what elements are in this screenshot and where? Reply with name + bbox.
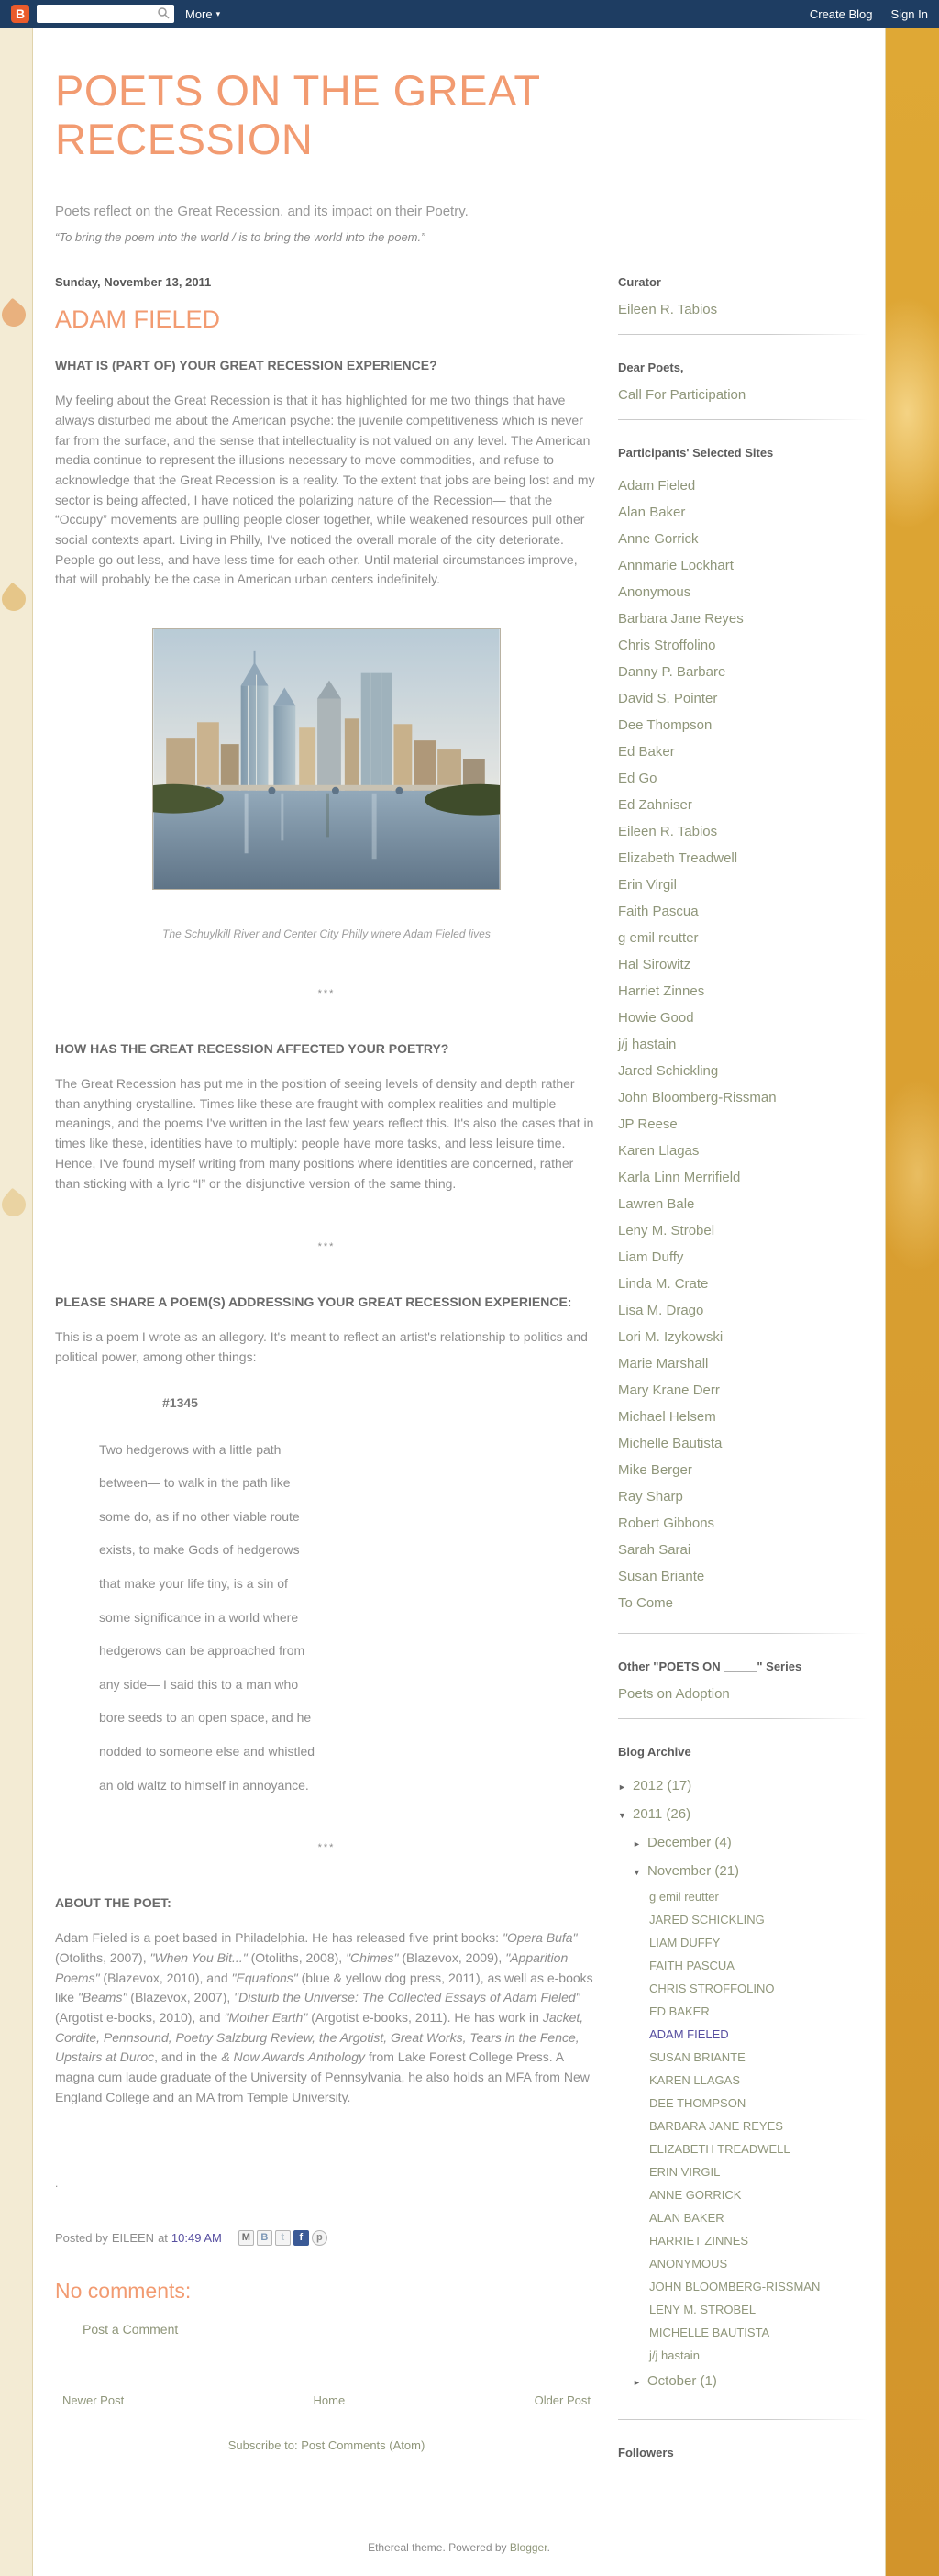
archive-post-item xyxy=(649,2298,867,2321)
archive-post-item xyxy=(649,2046,867,2069)
poem-line: between— to walk in the path like xyxy=(99,1475,291,1491)
archive-post-link[interactable]: DEE THOMPSON xyxy=(649,2096,746,2111)
participant-link[interactable]: Anne Gorrick xyxy=(618,531,699,548)
sidebar xyxy=(618,272,867,2489)
archive-post-link[interactable]: ELIZABETH TREADWELL xyxy=(649,2142,790,2157)
participant-link[interactable]: Jared Schickling xyxy=(618,1063,719,1080)
question-2-answer: The Great Recession has put me in the position of seeing levels of density and depth rather than anything crystalline. Times like these are fraught with complex realities and multiple meanings, and the poems I've written in the last few years reflect this. It's also the cases that in times like these, identities have to multiply: people have more tasks, and less leisure time. Hence, I've found myself writing from many positions where identities are concerned, rather than sticking with a lyric “I” or the disjunctive version of the same thing. xyxy=(55,1076,594,1191)
poem-line: exists, to make Gods of hedgerows xyxy=(99,1542,300,1558)
at-label: at xyxy=(158,2231,168,2246)
blogger-footer-link[interactable]: Blogger xyxy=(509,2541,547,2554)
archive-post-link[interactable]: KAREN LLAGAS xyxy=(649,2073,740,2088)
archive-post-link[interactable]: ANONYMOUS xyxy=(649,2257,728,2271)
poets-on-adoption-link[interactable]: Poets on Adoption xyxy=(618,1686,730,1703)
participant-link[interactable]: David S. Pointer xyxy=(618,691,718,707)
more-label: More xyxy=(185,6,213,21)
stray-mark: . xyxy=(55,2177,59,2191)
archive-post-item xyxy=(649,2206,867,2229)
navbar-search xyxy=(37,5,174,23)
post-a-comment-link[interactable]: Post a Comment xyxy=(83,2322,179,2337)
right-background-strip xyxy=(886,28,939,2576)
participant-link[interactable]: Barbara Jane Reyes xyxy=(618,611,744,627)
participant-link[interactable]: Howie Good xyxy=(618,1010,694,1027)
home-link[interactable]: Home xyxy=(313,2393,346,2408)
columns xyxy=(33,272,885,2489)
post-pager xyxy=(55,2393,598,2407)
blog-header xyxy=(33,28,885,244)
timestamp-link[interactable]: 10:49 AM xyxy=(171,2231,222,2246)
blogger-navbar xyxy=(0,0,939,28)
participant-link[interactable]: Karen Llagas xyxy=(618,1143,700,1160)
subscribe-link[interactable]: Subscribe to: Post Comments (Atom) xyxy=(227,2438,425,2453)
archive-year-link[interactable]: 2011 (26) xyxy=(633,1806,691,1823)
author-link[interactable]: EILEEN xyxy=(111,2231,155,2246)
expand-arrow-icon[interactable]: ► xyxy=(618,1782,626,1793)
content-area xyxy=(32,28,886,2576)
archive-post-item xyxy=(649,2344,867,2367)
search-input[interactable] xyxy=(40,6,156,21)
archive-post-link[interactable]: LENY M. STROBEL xyxy=(649,2303,757,2317)
curator-heading: Curator xyxy=(618,275,661,290)
archive-month-november xyxy=(618,1857,867,1885)
question-2-heading: HOW HAS THE GREAT RECESSION AFFECTED YOUR POETRY? xyxy=(55,1041,449,1057)
participant-link[interactable]: g emil reutter xyxy=(618,930,699,947)
pinterest-icon[interactable]: p xyxy=(312,2230,327,2246)
facebook-icon[interactable]: f xyxy=(293,2230,309,2246)
archive-post-link[interactable]: ADAM FIELED xyxy=(649,2027,729,2042)
participant-link[interactable]: Dee Thompson xyxy=(618,717,713,734)
archive-november-posts xyxy=(618,1885,867,2367)
archive-month-link[interactable]: November (21) xyxy=(647,1863,740,1880)
create-blog-link[interactable]: Create Blog xyxy=(809,6,873,21)
archive-post-link[interactable]: ED BAKER xyxy=(649,2004,710,2019)
participant-link[interactable]: Ed Zahniser xyxy=(618,797,692,814)
participant-link[interactable]: Lawren Bale xyxy=(618,1196,695,1213)
blogger-logo-icon[interactable]: B xyxy=(11,5,29,23)
participant-link[interactable]: Lisa M. Drago xyxy=(618,1303,704,1319)
archive-post-link[interactable]: j/j hastain xyxy=(649,2348,700,2363)
archive-post-link[interactable]: HARRIET ZINNES xyxy=(649,2234,749,2248)
archive-post-item xyxy=(649,2000,867,2023)
poem-line: nodded to someone else and whistled xyxy=(99,1743,315,1759)
archive-year-2011 xyxy=(618,1800,867,1828)
post-image-wrap xyxy=(55,628,598,894)
expand-arrow-icon[interactable]: ► xyxy=(633,2378,641,2388)
background-leaf-decoration xyxy=(0,583,30,616)
archive-post-item xyxy=(649,2229,867,2252)
poem xyxy=(55,1441,598,1795)
participant-link[interactable]: Ed Baker xyxy=(618,744,675,761)
archive-post-link[interactable]: BARBARA JANE REYES xyxy=(649,2119,783,2134)
participant-link[interactable]: Leny M. Strobel xyxy=(618,1223,715,1239)
archive-post-link[interactable]: ANNE GORRICK xyxy=(649,2188,742,2203)
image-caption: The Schuylkill River and Center City Philly where Adam Fieled lives xyxy=(162,927,491,941)
participant-link[interactable]: Adam Fieled xyxy=(618,478,696,494)
page-footer xyxy=(33,2541,885,2554)
archive-month-october xyxy=(618,2367,867,2395)
poem-intro: This is a poem I wrote as an allegory. It's meant to reflect an artist's relationship to politics and political power, among other things: xyxy=(55,1329,588,1364)
sidebar-divider xyxy=(618,1633,867,1634)
participant-link[interactable]: Sarah Sarai xyxy=(618,1542,691,1559)
archive-post-item xyxy=(649,2252,867,2275)
blog-title[interactable]: POETS ON THE GREAT RECESSION xyxy=(55,66,540,164)
poem-line: any side— I said this to a man who xyxy=(99,1676,299,1692)
question-1-heading: WHAT IS (PART OF) YOUR GREAT RECESSION EXPERIENCE? xyxy=(55,358,437,373)
philly-skyline-image[interactable] xyxy=(152,628,501,890)
background-leaf-decoration xyxy=(0,1188,30,1222)
left-background-strip xyxy=(0,28,32,2576)
archive-post-item xyxy=(649,2160,867,2183)
archive-month-link[interactable]: December (4) xyxy=(647,1835,732,1851)
twitter-icon[interactable]: t xyxy=(275,2230,291,2246)
no-comments-heading: No comments: xyxy=(55,2279,192,2304)
participant-link[interactable]: Ed Go xyxy=(618,771,657,787)
archive-year-2012 xyxy=(618,1771,867,1800)
archive-post-item xyxy=(649,2137,867,2160)
archive-post-item xyxy=(649,2092,867,2115)
participant-link[interactable]: John Bloomberg-Rissman xyxy=(618,1090,777,1106)
archive-post-link[interactable]: JOHN BLOOMBERG-RISSMAN xyxy=(649,2280,821,2294)
footer-text: . xyxy=(547,2541,550,2554)
other-series-heading: Other "POETS ON _____" Series xyxy=(618,1660,802,1674)
participant-link[interactable]: Karla Linn Merrifield xyxy=(618,1170,741,1186)
archive-post-item xyxy=(649,2023,867,2046)
participant-link[interactable]: Harriet Zinnes xyxy=(618,983,705,1000)
poem-line: that make your life tiny, is a sin of xyxy=(99,1575,288,1591)
collapse-arrow-icon[interactable]: ▼ xyxy=(618,1811,626,1821)
poem-line: bore seeds to an open space, and he xyxy=(99,1710,312,1726)
blogthis-icon[interactable]: B xyxy=(257,2230,272,2246)
sidebar-divider xyxy=(618,419,867,420)
archive-post-item xyxy=(649,1885,867,1908)
archive-post-link[interactable]: ERIN VIRGIL xyxy=(649,2165,721,2180)
participant-link[interactable]: Anonymous xyxy=(618,584,691,601)
call-for-participation-link[interactable]: Call For Participation xyxy=(618,387,746,404)
expand-arrow-icon[interactable]: ► xyxy=(633,1839,641,1849)
archive-post-item xyxy=(649,2183,867,2206)
archive-year-link[interactable]: 2012 (17) xyxy=(633,1778,692,1794)
about-poet-heading: ABOUT THE POET: xyxy=(55,1895,171,1911)
archive-post-link[interactable]: g emil reutter xyxy=(649,1890,719,1904)
archive-post-item xyxy=(649,1954,867,1977)
sign-in-link[interactable]: Sign In xyxy=(890,6,928,21)
participant-link[interactable]: Elizabeth Treadwell xyxy=(618,850,738,867)
section-separator: *** xyxy=(317,1842,336,1854)
participant-link[interactable]: Michael Helsem xyxy=(618,1409,716,1426)
newer-post-link[interactable]: Newer Post xyxy=(62,2393,125,2408)
archive-post-link[interactable]: LIAM DUFFY xyxy=(649,1936,721,1950)
archive-post-item xyxy=(649,1908,867,1931)
sidebar-divider xyxy=(618,2419,867,2420)
participant-link[interactable]: j/j hastain xyxy=(618,1037,677,1053)
participant-link[interactable]: JP Reese xyxy=(618,1116,678,1133)
email-icon[interactable]: M xyxy=(238,2230,254,2246)
participant-link[interactable]: Alan Baker xyxy=(618,505,686,521)
participant-link[interactable]: Lori M. Izykowski xyxy=(618,1329,724,1346)
followers-heading: Followers xyxy=(618,2446,674,2460)
participant-link[interactable]: Annmarie Lockhart xyxy=(618,558,734,574)
archive-post-link[interactable]: ALAN BAKER xyxy=(649,2211,724,2226)
question-3-heading: PLEASE SHARE A POEM(S) ADDRESSING YOUR GREAT RECESSION EXPERIENCE: xyxy=(55,1294,572,1310)
archive-post-link[interactable]: FAITH PASCUA xyxy=(649,1959,735,1973)
participant-link[interactable]: Erin Virgil xyxy=(618,877,677,894)
post-date: Sunday, November 13, 2011 xyxy=(55,275,212,290)
participant-link[interactable]: Mary Krane Derr xyxy=(618,1382,720,1399)
archive-post-item xyxy=(649,2115,867,2137)
participant-link[interactable]: Ray Sharp xyxy=(618,1489,683,1505)
poem-line: an old waltz to himself in annoyance. xyxy=(99,1777,309,1793)
archive-post-item xyxy=(649,2069,867,2092)
older-post-link[interactable]: Older Post xyxy=(534,2393,591,2408)
chevron-down-icon: ▾ xyxy=(215,8,221,18)
archive-post-link[interactable]: MICHELLE BAUTISTA xyxy=(649,2326,770,2340)
participant-link[interactable]: Susan Briante xyxy=(618,1569,705,1585)
participant-link[interactable]: Mike Berger xyxy=(618,1462,692,1479)
section-separator: *** xyxy=(317,988,336,1000)
participant-link[interactable]: Liam Duffy xyxy=(618,1249,684,1266)
participant-link[interactable]: Robert Gibbons xyxy=(618,1516,715,1532)
navbar-right xyxy=(810,7,928,21)
archive-post-link[interactable]: JARED SCHICKLING xyxy=(649,1913,765,1927)
about-poet-body: Adam Fieled is a poet based in Philadelphia. He has released five print books: "Opera Bufa" (Otoliths, 2007), "When You Bit..." (Otoliths, 2008), "Chimes" (Blazevox, 2009), "Apparition Poems" (Blazevox, 2010), and "Equations" (blue & yellow dog press, 2011), as well as e-books like "Beams" (Blazevox, 2007), "Disturb the Universe: The Collected Essays of Adam Fieled" (Argotist e-books, 2010), and "Mother Earth" (Argotist e-books, 2011). He has work in Jacket, Cordite, Pennsound, Poetry Salzburg Review, the Argotist, Great Works, Tears in the Fence, Upstairs at Duroc, and in the & Now Awards Anthology from Lake Forest College Press. A magna cum laude graduate of the University of Pennsylvania, he also holds an MFA from New England College and an MA from Temple University. xyxy=(55,1930,593,2104)
archive-post-item xyxy=(649,2321,867,2344)
posted-by-label: Posted by xyxy=(55,2231,108,2246)
participant-link[interactable]: Marie Marshall xyxy=(618,1356,709,1372)
participants-heading: Participants' Selected Sites xyxy=(618,446,774,461)
share-buttons xyxy=(238,2230,327,2246)
section-separator: *** xyxy=(317,1241,336,1253)
archive-month-december xyxy=(618,1828,867,1857)
blog-description: Poets reflect on the Great Recession, and its impact on their Poetry. xyxy=(55,204,469,220)
blog-quote: “To bring the poem into the world / is to bring the world into the poem.” xyxy=(55,230,425,245)
participant-link[interactable]: Linda M. Crate xyxy=(618,1276,709,1293)
curator-link[interactable]: Eileen R. Tabios xyxy=(618,302,718,318)
participant-link[interactable]: Eileen R. Tabios xyxy=(618,824,718,840)
archive-post-item xyxy=(649,1931,867,1954)
sidebar-divider xyxy=(618,1718,867,1719)
archive-post-item xyxy=(649,2275,867,2298)
more-menu[interactable] xyxy=(185,7,220,21)
background-leaf-decoration xyxy=(0,298,30,332)
participant-link[interactable]: Chris Stroffolino xyxy=(618,638,716,654)
participant-link[interactable]: Faith Pascua xyxy=(618,904,699,920)
participant-link[interactable]: Michelle Bautista xyxy=(618,1436,723,1452)
collapse-arrow-icon[interactable]: ▼ xyxy=(633,1868,641,1878)
participant-link[interactable]: To Come xyxy=(618,1595,674,1612)
poem-line: some significance in a world where xyxy=(99,1609,299,1625)
archive-post-link[interactable]: SUSAN BRIANTE xyxy=(649,2050,746,2065)
search-icon[interactable] xyxy=(156,6,171,21)
post-title[interactable]: ADAM FIELED xyxy=(55,305,221,334)
archive-post-link[interactable]: CHRIS STROFFOLINO xyxy=(649,1982,775,1996)
participant-link[interactable]: Hal Sirowitz xyxy=(618,957,691,973)
archive-post-item xyxy=(649,1977,867,2000)
participants-list xyxy=(618,472,867,1616)
post-byline xyxy=(55,2230,598,2246)
dear-poets-heading: Dear Poets, xyxy=(618,361,684,375)
archive-month-link[interactable]: October (1) xyxy=(647,2373,717,2390)
poem-line: Two hedgerows with a little path xyxy=(99,1441,282,1457)
poem-title: #1345 xyxy=(162,1394,198,1410)
participant-link[interactable]: Danny P. Barbare xyxy=(618,664,726,681)
footer-text: Ethereal theme. Powered by xyxy=(368,2541,510,2554)
question-1-answer: My feeling about the Great Recession is that it has highlighted for me two things that have always disturbed me about the American psyche: the juvenile competitiveness which is never far from the surface, and the sense that intellectuality is not valued on any level. The American media continue to represent the illusions necessary to move commodities, and refuse to acknowledge that the Great Recession is a reality. To the extent that jobs are being lost and my sector is being affected, I have noticed the polarizing nature of the Recession— that the “Occupy” movements are pulling people closer together, while weakened resources pull other social contexts apart. Living in Philly, I've noticed the overall morale of the city deteriorate. People go out less, and have less time for each other. Until material circumstances improve, that will probably be the case in American urban centers indefinitely. xyxy=(55,393,595,587)
poem-line: hedgerows can be approached from xyxy=(99,1643,305,1659)
main-column xyxy=(55,272,598,2489)
blog-archive-heading: Blog Archive xyxy=(618,1745,691,1760)
sidebar-divider xyxy=(618,334,867,335)
poem-line: some do, as if no other viable route xyxy=(99,1508,300,1524)
